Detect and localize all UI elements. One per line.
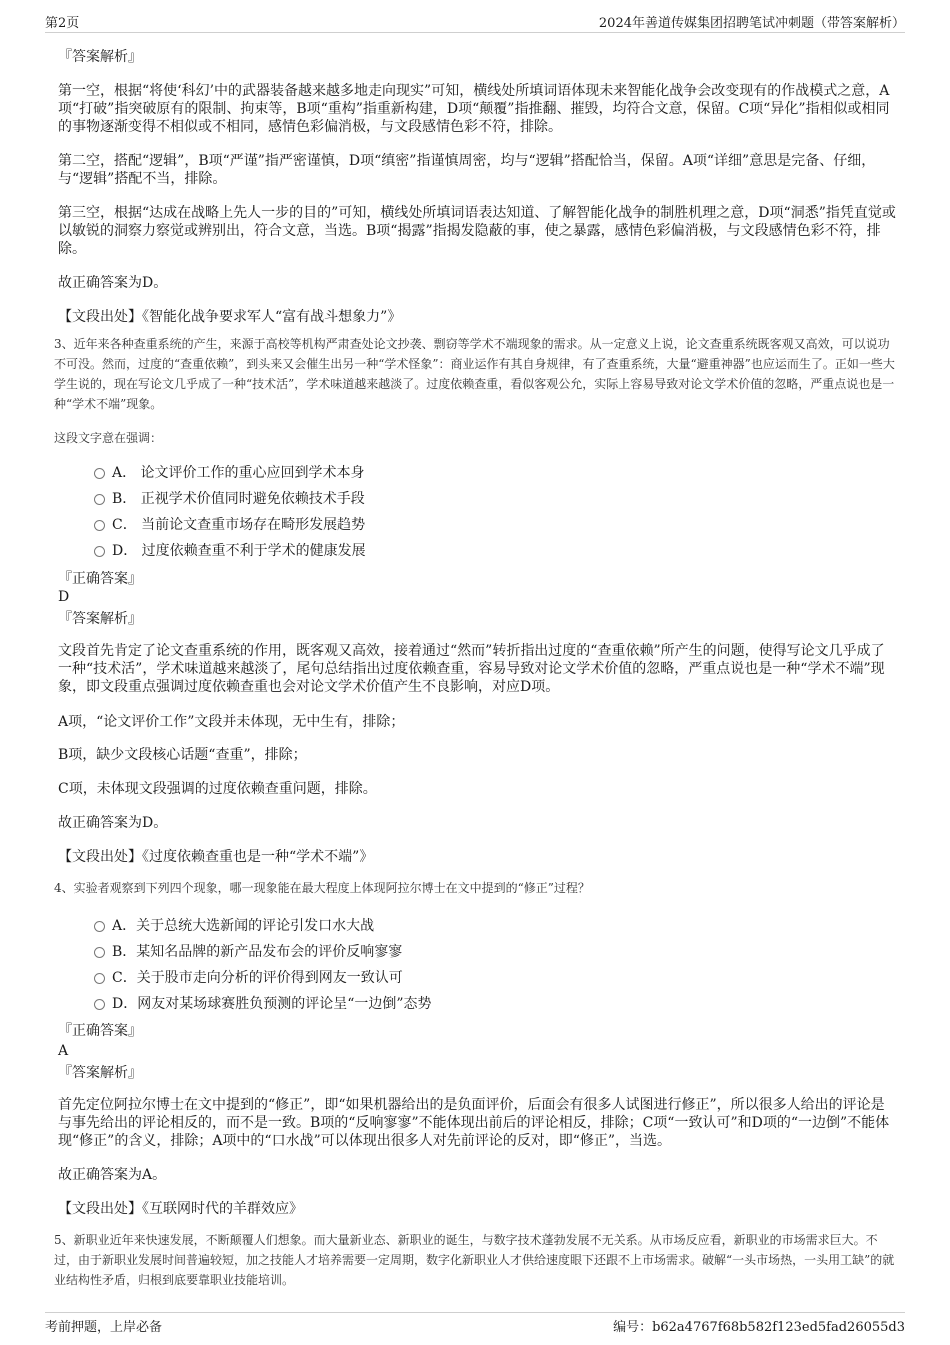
q3-analysis: 文段首先肯定了论文查重系统的作用，既客观又高效，接着通过“然而”转折指出过度的“查重依赖”所产生的问题，使得写论文几乎成了一种“技术活”，学术味道越来越淡了，尾句总结指出过度依赖查重，容易导致对论文学术价值的忽略，严重点说也是一种“学术不端”现象，即文段重点强调过度依赖查重也会对论文学术价值产生不良影响，对应D项。 — [58, 643, 885, 695]
footer-slogan: 考前押题，上岸必备 — [45, 1320, 163, 1335]
q4-answer-label: 『正确答案』 — [58, 1023, 142, 1039]
q3-option-b[interactable]: B． 正视学术价值同时避免依赖技术手段 — [54, 488, 554, 514]
q2-analysis-para3: 第三空，根据“达成在战略上先人一步的目的”可知，横线处所填词语表达知道、了解智能化战争的制胜机理之意，D项“洞悉”指凭直觉或以敏锐的洞察力察觉或辨别出，符合文意，当选。B项“揭露”指揭发隐蔽的事，使之暴露，感情色彩偏消极，与文段感情色彩不符，排除。 — [58, 205, 896, 257]
document-title: 2024年善道传媒集团招聘笔试冲刺题（带答案解析） — [598, 16, 905, 31]
page-header — [45, 12, 905, 33]
page-number: 第2页 — [45, 16, 80, 31]
q3-option-c[interactable]: C． 当前论文查重市场存在畸形发展趋势 — [54, 514, 554, 540]
q4-analysis-label: 『答案解析』 — [58, 1065, 142, 1081]
q4-conclusion: 故正确答案为A。 — [58, 1167, 167, 1183]
q2-analysis-label: 『答案解析』 — [58, 49, 142, 65]
q3-source: 【文段出处】《过度依赖查重也是一种“学术不端”》 — [58, 849, 374, 865]
q4-answer: A — [58, 1043, 69, 1059]
radio-icon[interactable] — [94, 468, 105, 479]
q4-stem: 4、实验者观察到下列四个现象，哪一现象能在最大程度上体现阿拉尔博士在文中提到的“修正”过程？ — [54, 881, 590, 895]
q5-stem: 5、新职业近年来快速发展，不断颠覆人们想象。而大量新业态、新职业的诞生，与数字技术蓬勃发展不无关系。从市场反应看，新职业的市场需求巨大。不过，由于新职业发展时间普遍较短，加之技能人才培养需要一定周期，数字化新职业人才供给速度眼下还跟不上市场需求。破解“一头市场热，一头用工缺”的就业结构性矛盾，归根到底要靠职业技能培训。 — [54, 1233, 895, 1287]
q4-analysis: 首先定位阿拉尔博士在文中提到的“修正”，即“如果机器给出的是负面评价，后面会有很多人试图进行修正”，所以很多人给出的评论是与事先给出的评论相反的，而不是一致。B项的“反响寥寥”不能体现出前后的评论相反，排除；C项“一致认可”和D项的“一边倒”不能体现“修正”的含义，排除；A项中的“口水战”可以体现出很多人对先前评论的反对，即“修正”，当选。 — [58, 1097, 890, 1149]
radio-icon[interactable] — [94, 494, 105, 505]
q4-source: 【文段出处】《互联网时代的羊群效应》 — [58, 1201, 303, 1217]
radio-icon[interactable] — [94, 520, 105, 531]
document-id: 编号：b62a4767f68b582f123ed5fad26055d3 — [613, 1320, 905, 1335]
q4-option-c[interactable]: C．关于股市走向分析的评价得到网友一致认可 — [54, 967, 554, 993]
q2-conclusion: 故正确答案为D。 — [58, 275, 168, 291]
q3-option-d[interactable]: D． 过度依赖查重不利于学术的健康发展 — [54, 540, 554, 566]
q3-option-a[interactable]: A． 论文评价工作的重心应回到学术本身 — [54, 462, 554, 488]
radio-icon[interactable] — [94, 999, 105, 1010]
q4-option-a[interactable]: A．关于总统大选新闻的评论引发口水大战 — [54, 915, 554, 941]
radio-icon[interactable] — [94, 973, 105, 984]
q3-analysis-label: 『答案解析』 — [58, 611, 142, 627]
q4-option-b[interactable]: B．某知名品牌的新产品发布会的评价反响寥寥 — [54, 941, 554, 967]
q3-analysis-c: C项，未体现文段强调的过度依赖查重问题，排除。 — [58, 781, 377, 797]
q3-answer-label: 『正确答案』 — [58, 571, 142, 587]
q3-analysis-a: A项，“论文评价工作”文段并未体现，无中生有，排除； — [58, 714, 405, 730]
radio-icon[interactable] — [94, 546, 105, 557]
page-footer — [45, 1312, 905, 1337]
q3-stem: 3、近年来各种查重系统的产生，来源于高校等机构严肃查处论文抄袭、剽窃等学术不端现象的需求。从一定意义上说，论文查重系统既客观又高效，可以说功不可没。然而，过度的“查重依赖”，到头来又会催生出另一种“学术怪象”：商业运作有其自身规律，有了查重系统，大量“避重神器”也应运而生了。正如一些大学生说的，现在写论文几乎成了一种“技术活”，学术味道越来越淡了。过度依赖查重，看似客观公允，实际上容易导致对论文学术价值的忽略，严重点说也是一种“学术不端”现象。 — [54, 337, 895, 411]
q3-prompt: 这段文字意在强调： — [54, 431, 163, 445]
q4-options — [54, 915, 554, 1019]
q2-source: 【文段出处】《智能化战争要求军人“富有战斗想象力”》 — [58, 309, 402, 325]
q3-options — [54, 462, 554, 566]
q3-conclusion: 故正确答案为D。 — [58, 815, 168, 831]
radio-icon[interactable] — [94, 921, 105, 932]
radio-icon[interactable] — [94, 947, 105, 958]
q4-option-d[interactable]: D．网友对某场球赛胜负预测的评论呈“一边倒”态势 — [54, 993, 554, 1019]
q3-analysis-b: B项，缺少文段核心话题“查重”，排除； — [58, 747, 307, 763]
q3-answer: D — [58, 589, 70, 605]
q2-analysis-para2: 第二空，搭配“逻辑”，B项“严谨”指严密谨慎，D项“缜密”指谨慎周密，均与“逻辑”搭配恰当，保留。A项“详细”意思是完备、仔细，与“逻辑”搭配不当，排除。 — [58, 153, 876, 187]
q2-analysis-para1: 第一空，根据“将使‘科幻’中的武器装备越来越多地走向现实”可知，横线处所填词语体现未来智能化战争会改变现有的作战模式之意，A项“打破”指突破原有的限制、拘束等，B项“重构”指重新构建，D项“颠覆”指推翻、摧毁，均符合文意，保留。C项“异化”指相似或相同的事物逐渐变得不相似或不相同，感情色彩偏消极，与文段感情色彩不符，排除。 — [58, 83, 890, 135]
